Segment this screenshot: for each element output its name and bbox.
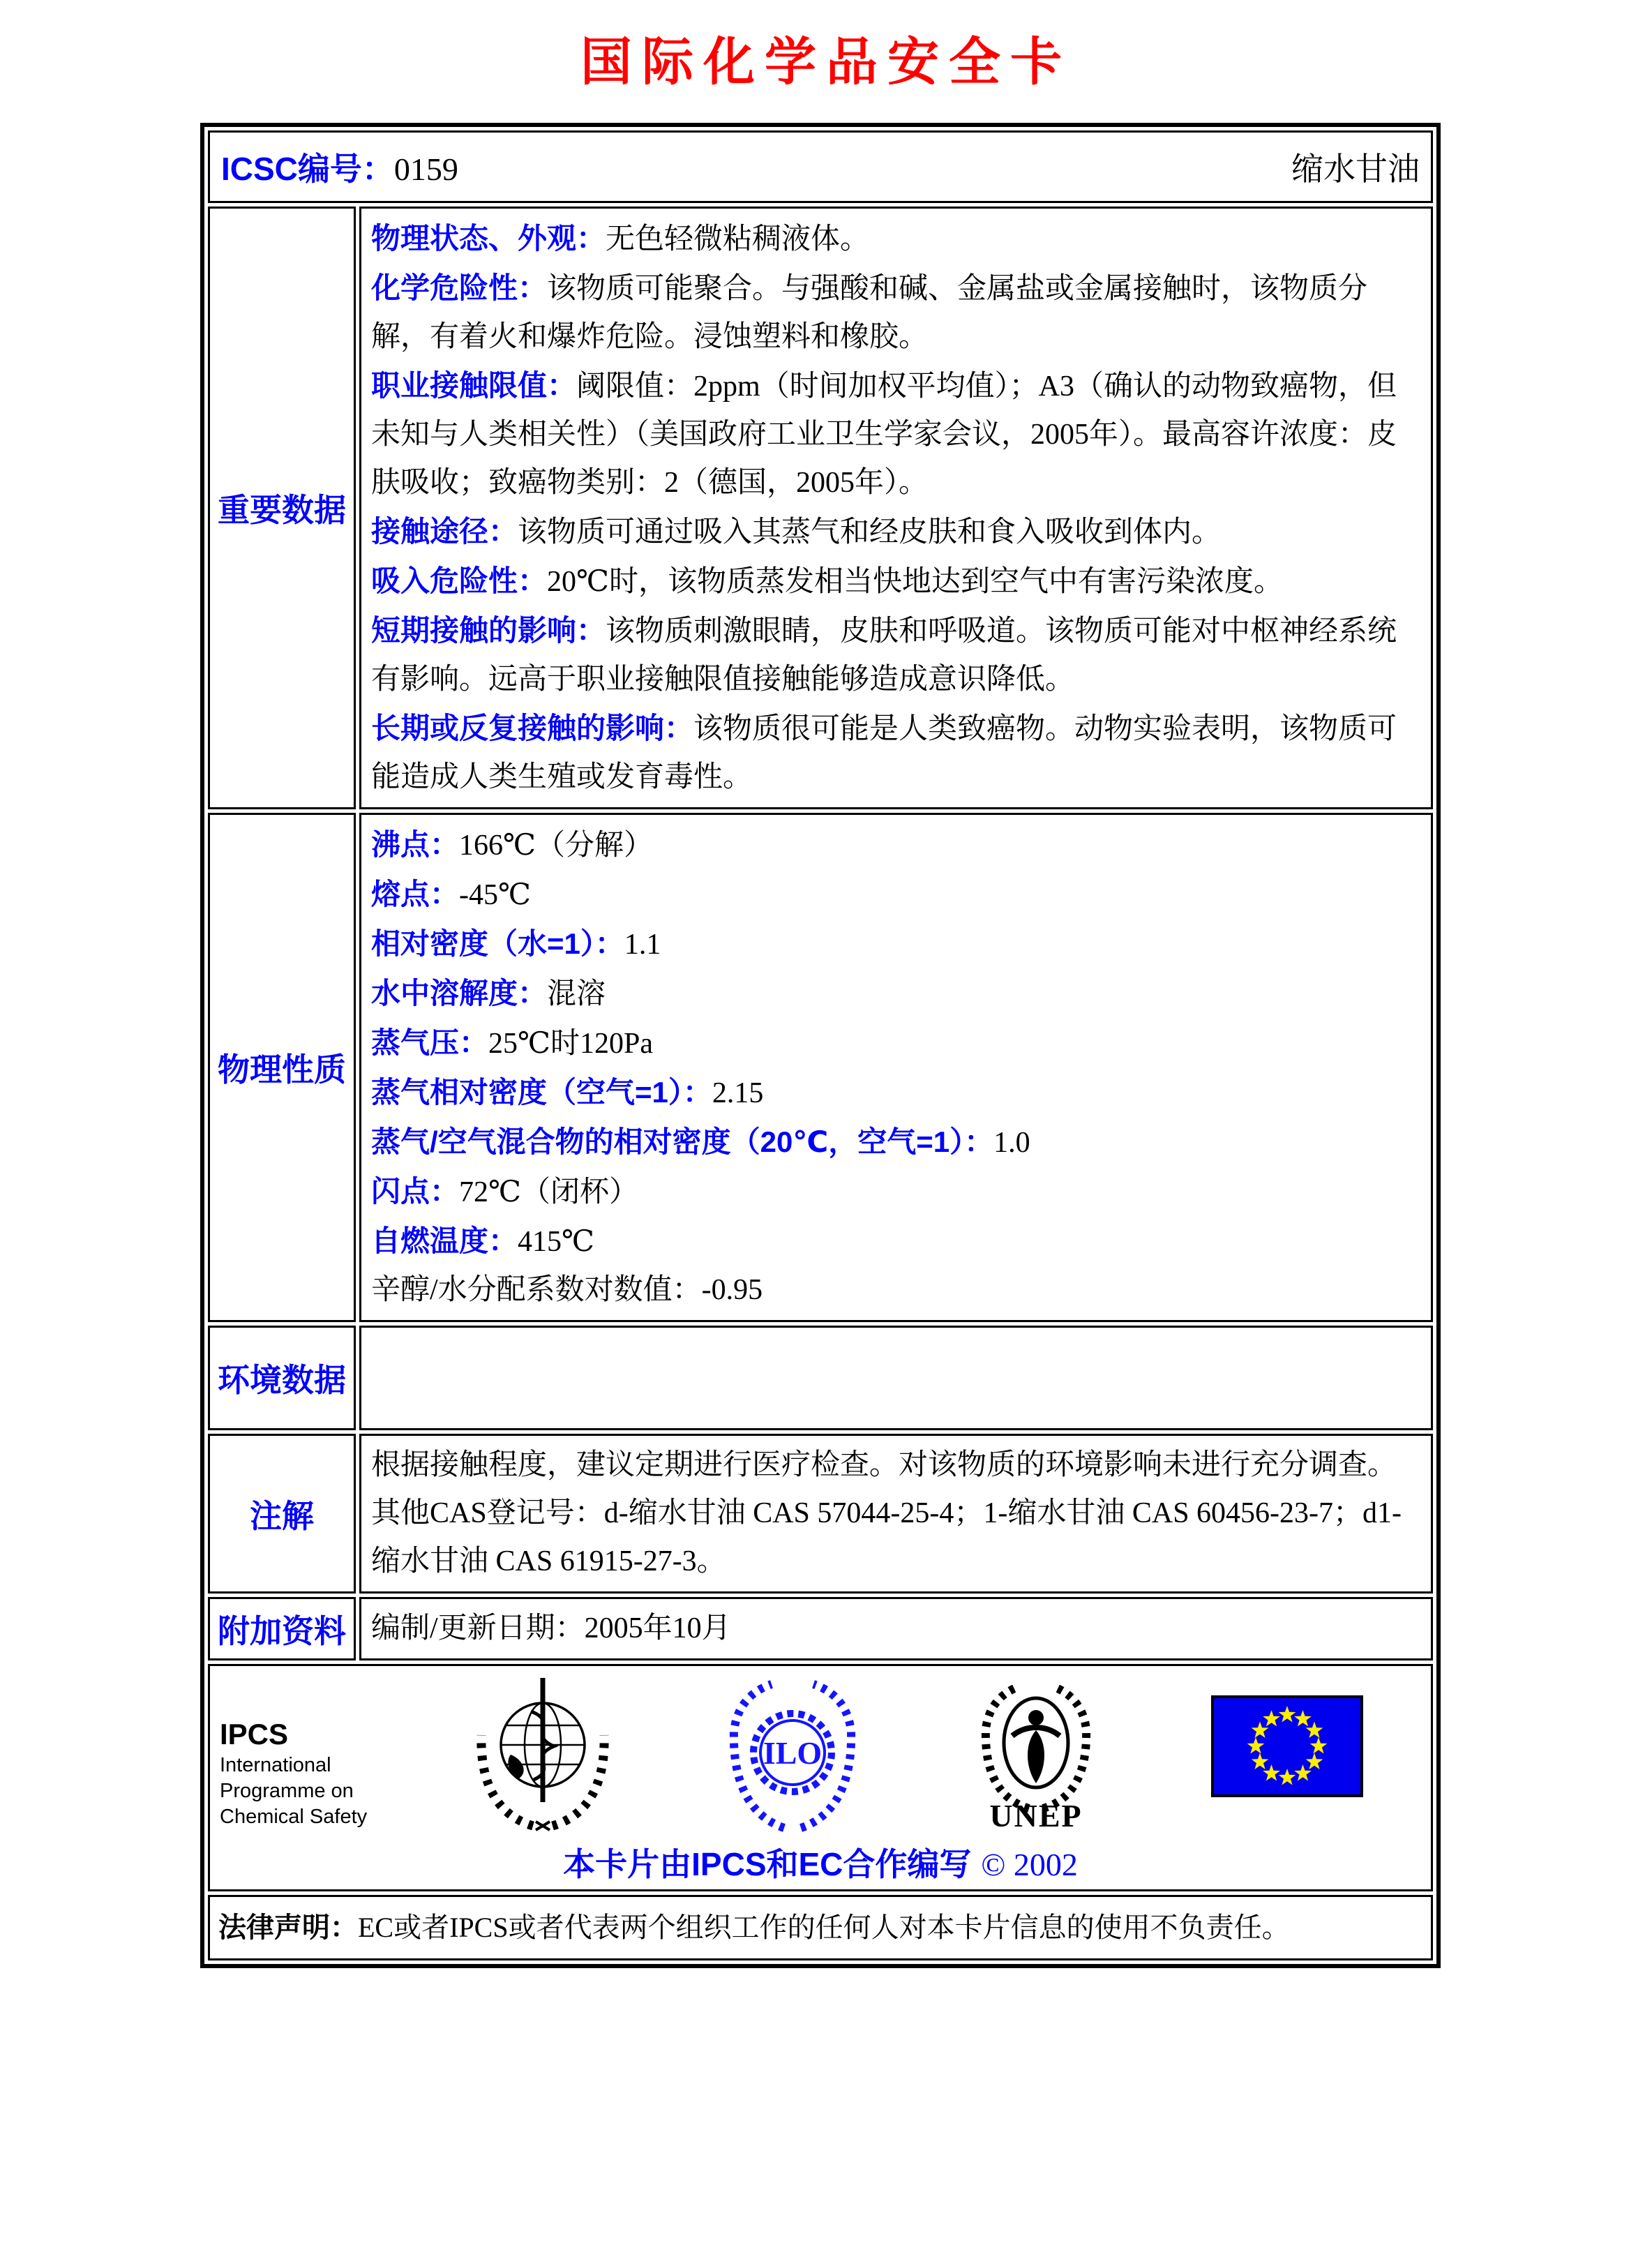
- icsc-card-table: [200, 123, 1441, 1968]
- environmental-data-row: [208, 1326, 1433, 1430]
- header-row: [208, 130, 1433, 203]
- important-data-item: [371, 507, 1421, 557]
- icsc-number-label: ICSC编号：: [221, 151, 394, 187]
- unep-wordmark-text: UNEP: [989, 1798, 1083, 1834]
- logos-row: [208, 1664, 1433, 1891]
- physical-properties-row: [208, 813, 1433, 1322]
- additional-info-content: 编制/更新日期：2005年10月: [359, 1597, 1433, 1660]
- who-logo-icon: [471, 1673, 615, 1836]
- important-data-item: [371, 214, 1421, 264]
- notes-content: 根据接触程度，建议定期进行医疗检查。对该物质的环境影响未进行充分调查。其他CAS登记号：d-缩水甘油 CAS 57044-25-4；1-缩水甘油 CAS 60456-23-7；d1-缩水甘油 CAS 61915-27-3。: [359, 1434, 1433, 1594]
- physical-property-item: [371, 1167, 1421, 1217]
- item-text: 该物质可通过吸入其蒸气和经皮肤和食入吸收到体内。: [518, 516, 1222, 548]
- item-label: 熔点：: [371, 878, 460, 910]
- item-text: 该物质刺激眼睛，皮肤和呼吸道。该物质可能对中枢神经系统有影响。远高于职业接触限值接触能够造成意识降低。: [371, 615, 1397, 696]
- important-data-item: [371, 361, 1421, 507]
- item-text: -45℃: [459, 879, 531, 911]
- additional-info-row: [208, 1597, 1433, 1660]
- ipcs-name-line: Chemical Safety: [220, 1806, 368, 1828]
- item-text: 1.1: [624, 929, 661, 961]
- credit-text: 本卡片由IPCS和EC合作编写: [563, 1846, 972, 1882]
- eu-flag-icon: [1211, 1695, 1363, 1797]
- chemical-name: 缩水甘油: [1291, 151, 1420, 187]
- physical-property-item: [371, 1217, 1421, 1266]
- item-label: 接触途径：: [371, 515, 518, 548]
- item-text: 72℃（闭杯）: [459, 1176, 638, 1208]
- item-text: 20℃时，该物质蒸发相当快地达到空气中有害污染浓度。: [547, 566, 1284, 598]
- item-text: 该物质可能聚合。与强酸和碱、金属盐或金属接触时，该物质分解，有着火和爆炸危险。浸蚀塑料和橡胶。: [371, 273, 1368, 353]
- logos-cell: [208, 1664, 1433, 1891]
- item-text: 无色轻微粘稠液体。: [606, 223, 870, 255]
- item-text: 1.0: [993, 1127, 1030, 1159]
- icsc-number-group: [221, 144, 458, 190]
- physical-properties-content: [359, 813, 1433, 1322]
- item-label: 蒸气/空气混合物的相对密度（20℃，空气=1）：: [371, 1125, 994, 1158]
- legal-row: [208, 1895, 1433, 1960]
- header-cell: [208, 130, 1433, 203]
- important-data-item: [371, 606, 1421, 704]
- item-label: 职业接触限值：: [371, 369, 577, 402]
- ilo-logo-icon: [728, 1677, 857, 1834]
- item-label: 蒸气压：: [371, 1026, 489, 1059]
- ipcs-text-block: [220, 1716, 396, 1830]
- physical-property-item: [371, 969, 1421, 1019]
- item-text: 25℃时120Pa: [488, 1028, 653, 1060]
- item-label: 短期接触的影响：: [371, 614, 606, 647]
- physical-property-item: [371, 1068, 1421, 1118]
- item-text: 166℃（分解）: [459, 830, 653, 862]
- icsc-card-page: [0, 21, 1652, 2257]
- important-data-content: [359, 207, 1433, 809]
- environmental-data-label: 环境数据: [208, 1326, 356, 1430]
- physical-property-item: [371, 870, 1421, 920]
- page-title: 国际化学品安全卡: [580, 34, 1072, 91]
- ipcs-name-line: Programme on: [220, 1780, 354, 1802]
- important-data-item: [371, 264, 1421, 361]
- credit-line: [210, 1839, 1431, 1885]
- environmental-data-content: [359, 1326, 1433, 1430]
- item-label: 自燃温度：: [371, 1224, 518, 1257]
- item-label: 蒸气相对密度（空气=1）：: [371, 1076, 712, 1109]
- item-label: 物理状态、外观：: [371, 222, 606, 255]
- additional-info-label: 附加资料: [208, 1597, 356, 1660]
- notes-label: 注解: [208, 1434, 356, 1594]
- legal-text: EC或者IPCS或者代表两个组织工作的任何人对本卡片信息的使用不负责任。: [358, 1912, 1290, 1943]
- item-label: 吸入危险性：: [371, 564, 548, 597]
- physical-property-item: [371, 1118, 1421, 1167]
- important-data-row: [208, 207, 1433, 809]
- ilo-monogram-text: ILO: [763, 1735, 823, 1771]
- ipcs-acronym: IPCS: [220, 1718, 289, 1750]
- item-text: 该物质很可能是人类致癌物。动物实验表明，该物质可能造成人类生殖或发育毒性。: [371, 713, 1397, 793]
- important-data-item: [371, 557, 1421, 606]
- copyright-text: © 2002: [981, 1847, 1078, 1882]
- item-label: 相对密度（水=1）：: [371, 927, 624, 960]
- important-data-label: 重要数据: [208, 207, 356, 809]
- important-data-item: [371, 704, 1421, 802]
- physical-property-item: [371, 1266, 1421, 1314]
- legal-label: 法律声明：: [218, 1912, 358, 1943]
- item-label: 闪点：: [371, 1175, 460, 1208]
- item-label: 沸点：: [371, 828, 460, 861]
- legal-cell: [208, 1895, 1433, 1960]
- physical-property-item: [371, 920, 1421, 969]
- physical-property-item: [371, 1019, 1421, 1068]
- item-label: 水中溶解度：: [371, 977, 548, 1010]
- physical-property-item: [371, 820, 1421, 870]
- ipcs-name-line: International: [220, 1754, 331, 1776]
- item-label: 化学危险性：: [371, 271, 548, 304]
- item-text: -0.95: [701, 1274, 763, 1306]
- physical-properties-label: 物理性质: [208, 813, 356, 1322]
- item-text: 2.15: [712, 1077, 764, 1109]
- item-label: 长期或反复接触的影响：: [371, 712, 694, 744]
- unep-logo-icon: [975, 1673, 1097, 1835]
- item-text: 415℃: [518, 1226, 594, 1258]
- icsc-number-value: 0159: [393, 151, 458, 187]
- item-text: 阈限值：2ppm（时间加权平均值）；A3（确认的动物致癌物，但未知与人类相关性）（美国政府工业卫生学家会议，2005年）。最高容许浓度：皮肤吸收；致癌物类别：2（德国，2005年）。: [371, 370, 1397, 499]
- item-label: 辛醇/水分配系数对数值：: [371, 1274, 702, 1306]
- item-text: 混溶: [547, 978, 606, 1010]
- notes-row: [208, 1434, 1433, 1594]
